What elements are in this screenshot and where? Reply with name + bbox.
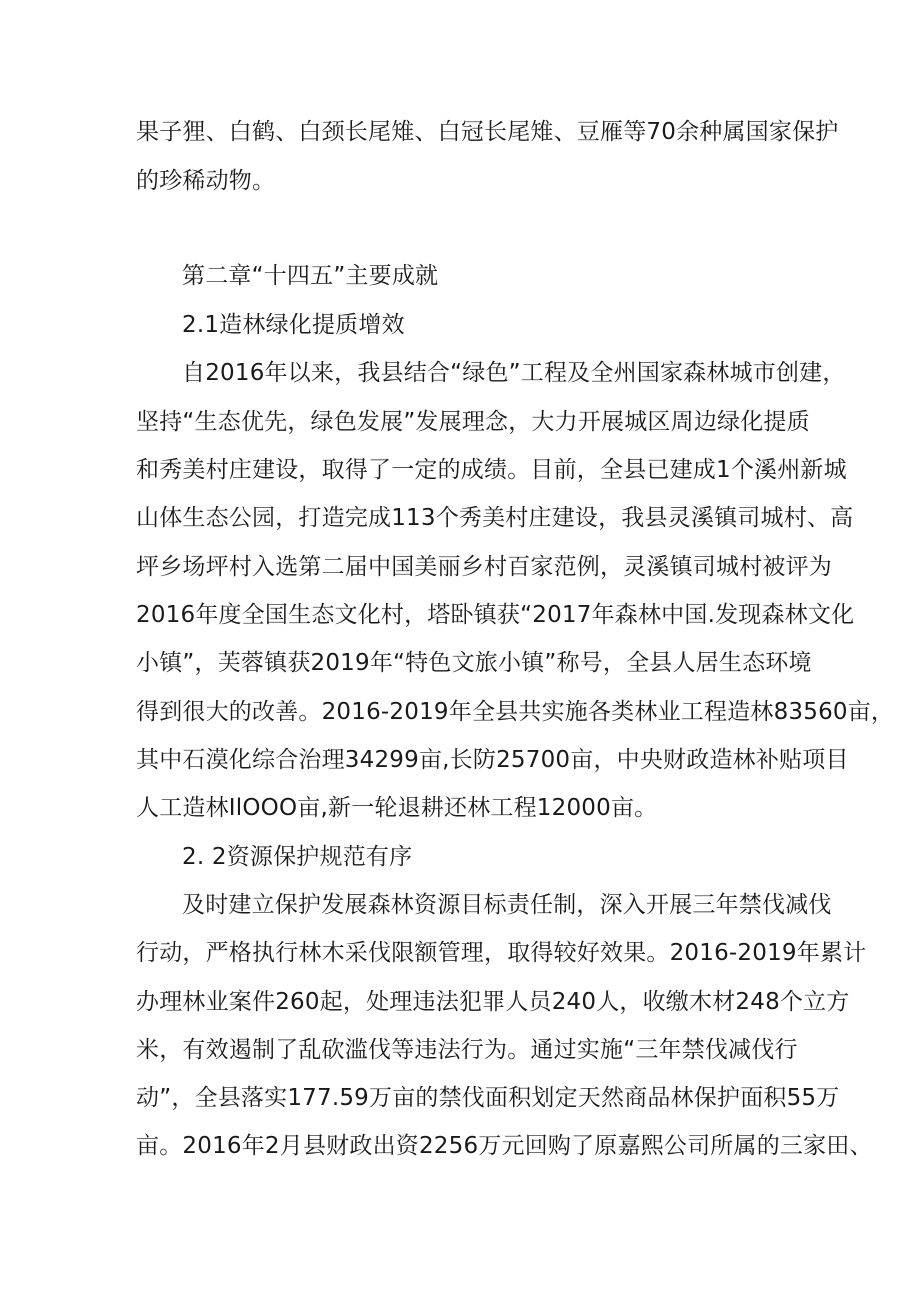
chapter-heading: 第二章“十四五”主要成就: [182, 263, 439, 289]
intro-line-2: 的珍稀动物。: [136, 168, 276, 194]
section-1-line-8: 得到很大的改善。2016-2019年全县共实施各类林业工程造林83560亩，: [136, 699, 895, 725]
section-1-line-4: 山体生态公园，打造完成113个秀美村庄建设，我县灵溪镇司城村、高: [136, 505, 854, 531]
section-1-line-5: 坪乡场坪村入选第二届中国美丽乡村百家范例，灵溪镇司城村被评为: [136, 554, 832, 580]
intro-line-1: 果子狸、白鹤、白颈长尾雉、白冠长尾雉、豆雁等70余种属国家保护: [136, 119, 839, 145]
section-2-line-3: 办理林业案件260起，处理违法犯罪人员240人，收缴木材248个立方: [136, 989, 850, 1015]
section-1-line-3: 和秀美村庄建设，取得了一定的成绩。目前，全县已建成1个溪州新城: [136, 457, 847, 483]
section-1-line-1: 自2016年以来，我县结合“绿色”工程及全州国家森林城市创建，: [182, 360, 846, 386]
section-1-line-9: 其中石漠化综合治理34299亩,长防25700亩，中央财政造林补贴项目: [136, 747, 849, 773]
section-2-heading: 2. 2资源保护规范有序: [182, 844, 413, 870]
section-2-line-2: 行动，严格执行林木采伐限额管理，取得较好效果。2016-2019年累计: [136, 940, 867, 966]
section-1-line-10: 人工造林IlOOO亩,新一轮退耕还林工程12000亩。: [136, 795, 658, 821]
section-2-line-4: 米，有效遏制了乱砍滥伐等违法行为。通过实施“三年禁伐减伐行: [136, 1037, 798, 1063]
section-1-line-7: 小镇”，芙蓉镇获2019年“特色文旅小镇”称号，全县人居生态环境: [136, 650, 812, 676]
section-2-line-1: 及时建立保护发展森林资源目标责任制，深入开展三年禁伐减伐: [182, 892, 832, 918]
section-2-line-6: 亩。2016年2月县财政出资2256万元回购了原嘉熙公司所属的三家田、: [136, 1133, 873, 1159]
section-2-line-5: 动”，全县落实177.59万亩的禁伐面积划定天然商品林保护面积55万: [136, 1085, 840, 1111]
section-1-line-2: 坚持“生态优先，绿色发展”发展理念，大力开展城区周边绿化提质: [136, 409, 810, 435]
section-1-line-6: 2016年度全国生态文化村，塔卧镇获“2017年森林中国.发现森林文化: [136, 602, 855, 628]
section-1-heading: 2.1造林绿化提质增效: [182, 312, 405, 338]
